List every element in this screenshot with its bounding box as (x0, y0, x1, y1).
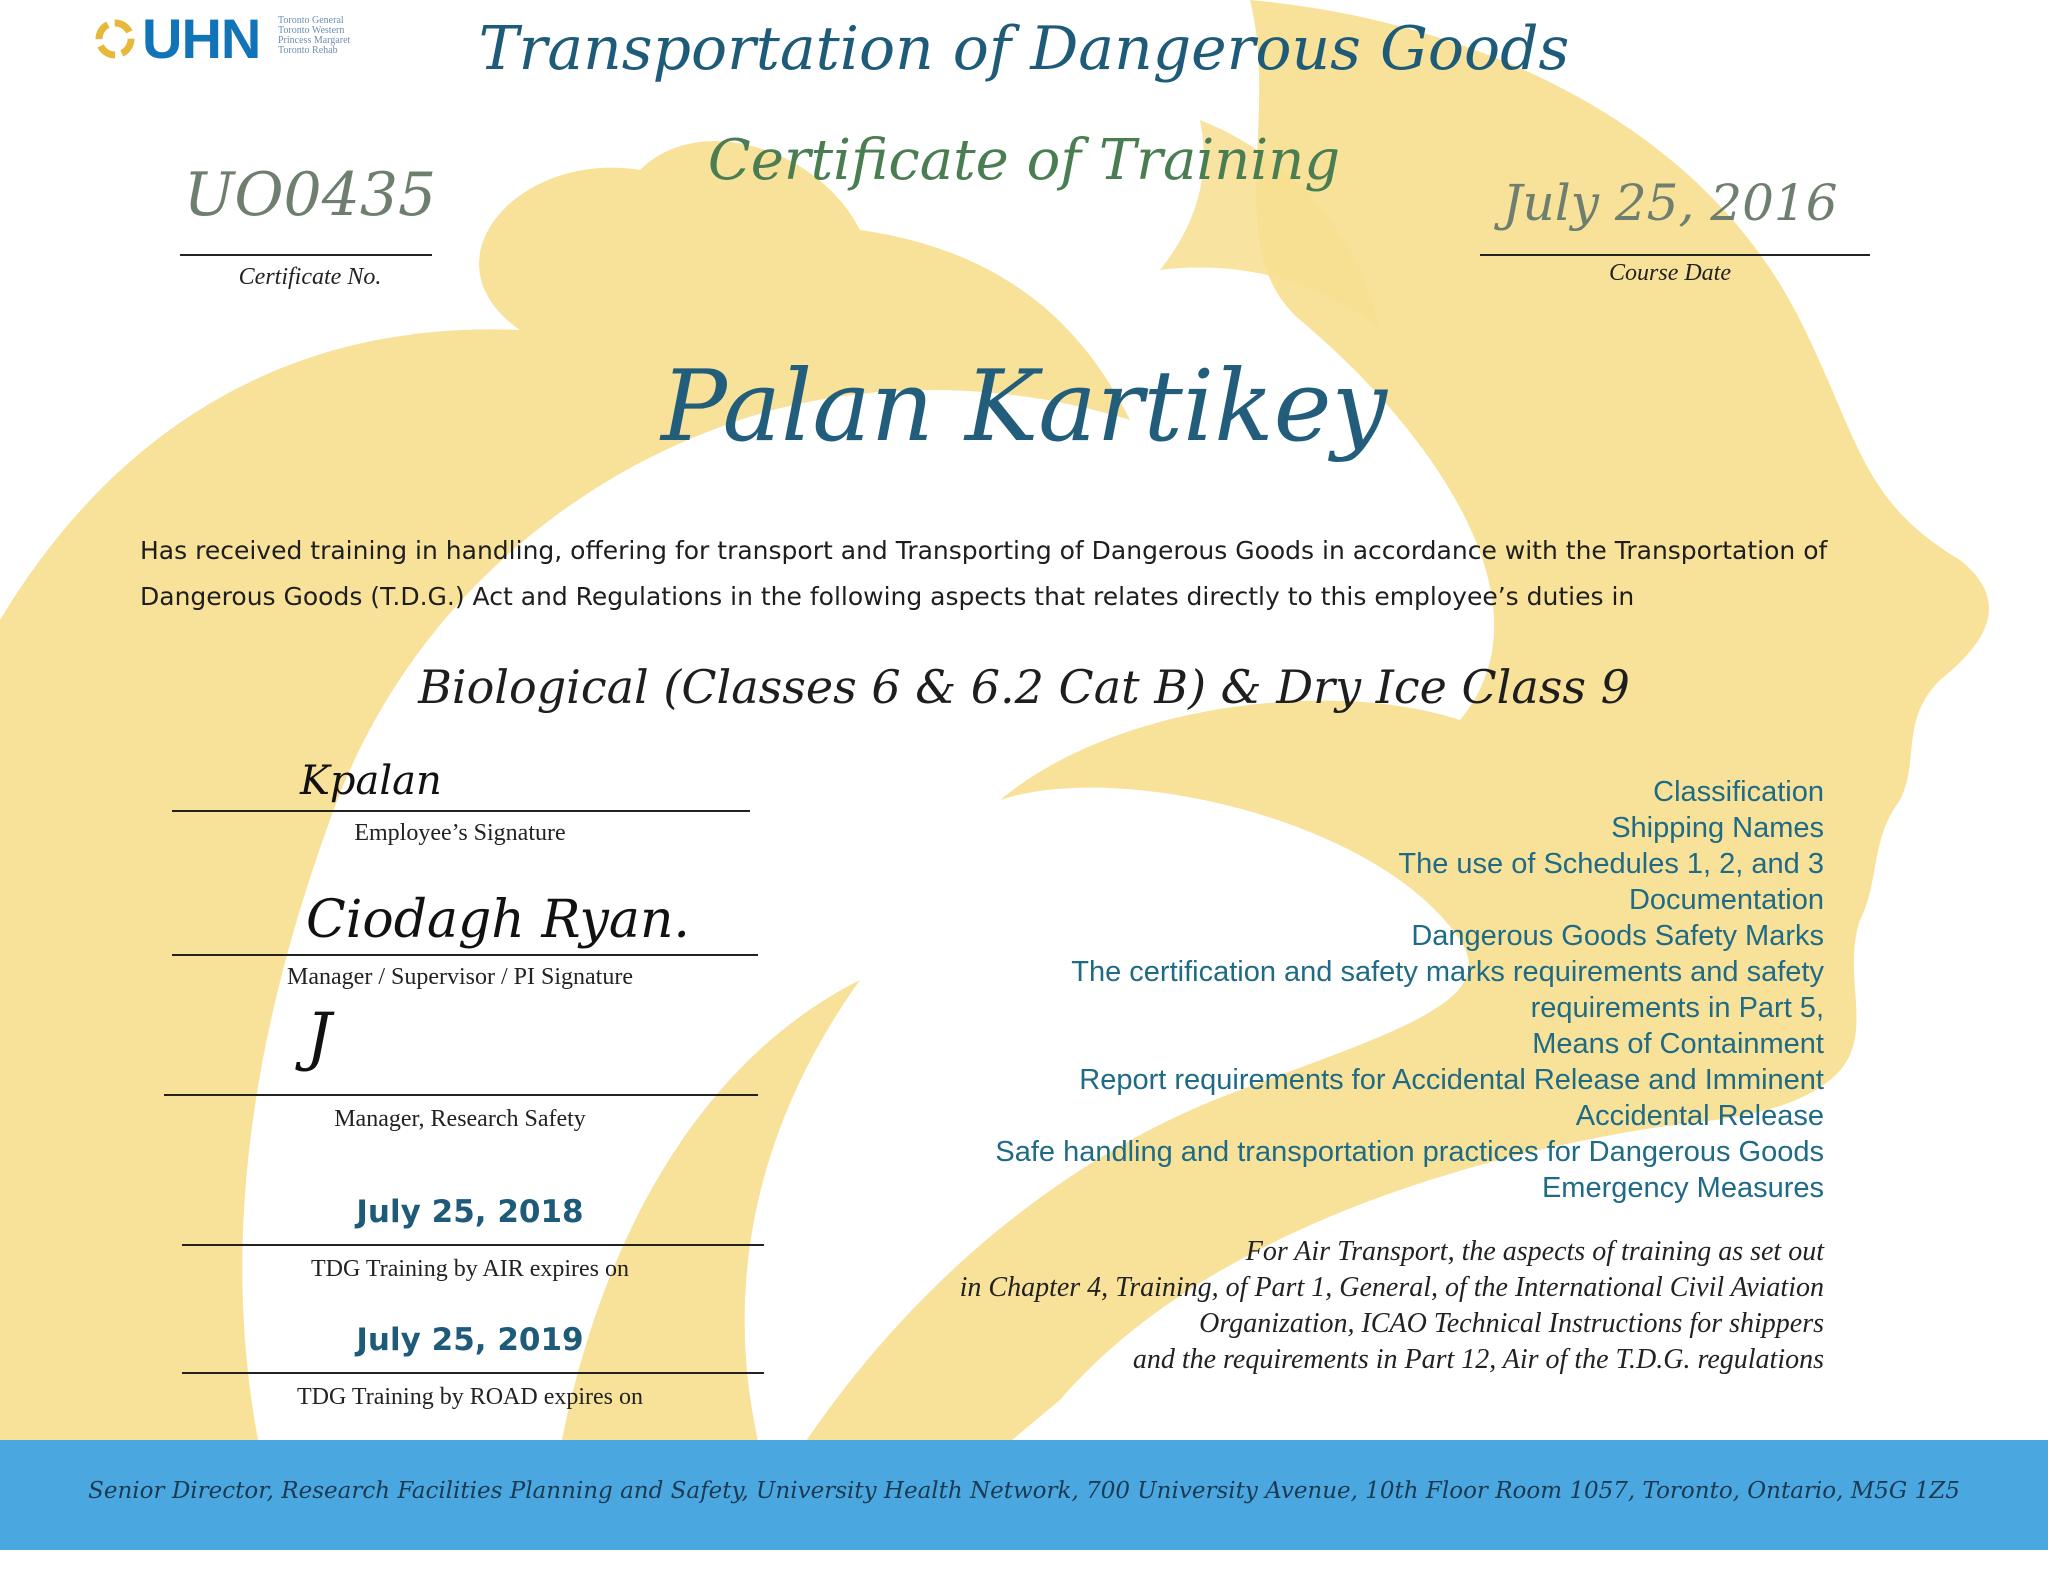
logo-site: Princess Margaret (278, 35, 351, 46)
topic-item: Means of Containment (1532, 1028, 1824, 1060)
divider (164, 1094, 758, 1096)
employee-signature: Kpalan (300, 758, 442, 804)
course-date-label: Course Date (1609, 260, 1731, 286)
logo-wordmark: UHN (142, 7, 261, 70)
topic-item: Report requirements for Accidental Release and Imminent (1079, 1064, 1824, 1096)
road-expiry-label: TDG Training by ROAD expires on (297, 1384, 643, 1410)
recipient-name: Palan Kartikey (661, 350, 1387, 464)
topic-item: Safe handling and transportation practices for Dangerous Goods (995, 1136, 1824, 1168)
certificate-subtitle: Certificate of Training (707, 128, 1341, 193)
air-note-line: in Chapter 4, Training, of Part 1, General, of the International Civil Aviation (959, 1272, 1824, 1303)
road-expiry-date: July 25, 2019 (356, 1322, 584, 1358)
logo-site: Toronto Rehab (278, 45, 338, 56)
divider (1480, 254, 1870, 256)
topic-item: The certification and safety marks requirements and safety (1071, 956, 1824, 988)
divider (182, 1372, 764, 1374)
air-expiry-label: TDG Training by AIR expires on (311, 1256, 629, 1282)
topic-item: Shipping Names (1611, 812, 1824, 844)
training-topics-list (860, 774, 1824, 1206)
employee-signature-label: Employee’s Signature (354, 820, 566, 846)
divider (180, 254, 432, 256)
certificate-title: Transportation of Dangerous Goods (478, 14, 1570, 84)
logo-site: Toronto Western (278, 25, 345, 36)
manager-signature-label: Manager / Supervisor / PI Signature (287, 964, 633, 990)
manager-signature: Ciodagh Ryan. (306, 890, 690, 950)
air-note-line: Organization, ICAO Technical Instructions for shippers (1199, 1308, 1824, 1339)
topic-item: Accidental Release (1575, 1100, 1824, 1132)
topic-item: The use of Schedules 1, 2, and 3 (1398, 848, 1824, 880)
certificate-number-label: Certificate No. (238, 264, 382, 290)
training-statement: Has received training in handling, offering for transport and Transporting of Dangerous Goods in accordance with the Transportation of Dangerous Goods (T.D.G.) Act and Regulations in the following aspects that relates directly to this employee’s duties in (140, 536, 1828, 611)
air-note-line: and the requirements in Part 12, Air of the T.D.G. regulations (1132, 1344, 1824, 1375)
topic-item: Documentation (1628, 884, 1824, 916)
divider (182, 1244, 764, 1246)
divider (172, 810, 750, 812)
air-expiry-date: July 25, 2018 (356, 1194, 584, 1230)
certificate-number: UO0435 (183, 160, 437, 230)
course-date: July 25, 2016 (1502, 174, 1838, 232)
logo-site: Toronto General (278, 15, 344, 26)
divider (172, 954, 758, 956)
research-safety-signature-label: Manager, Research Safety (334, 1106, 586, 1132)
topic-item: Dangerous Goods Safety Marks (1411, 920, 1824, 952)
topic-item: Emergency Measures (1541, 1172, 1824, 1204)
topic-item: requirements in Part 5, (1530, 992, 1824, 1024)
topic-item: Classification (1653, 776, 1824, 808)
footer-address: Senior Director, Research Facilities Planning and Safety, University Health Network, 700 University Avenue, 10th Floor Room 1057, Toronto, Ontario, M5G 1Z5 (88, 1478, 1960, 1504)
training-subject: Biological (Classes 6 & 6.2 Cat B) & Dry Ice Class 9 (418, 660, 1630, 714)
air-transport-note (800, 1234, 1824, 1378)
air-note-line: For Air Transport, the aspects of training as set out (1245, 1236, 1824, 1267)
research-safety-signature: J (306, 1000, 332, 1074)
